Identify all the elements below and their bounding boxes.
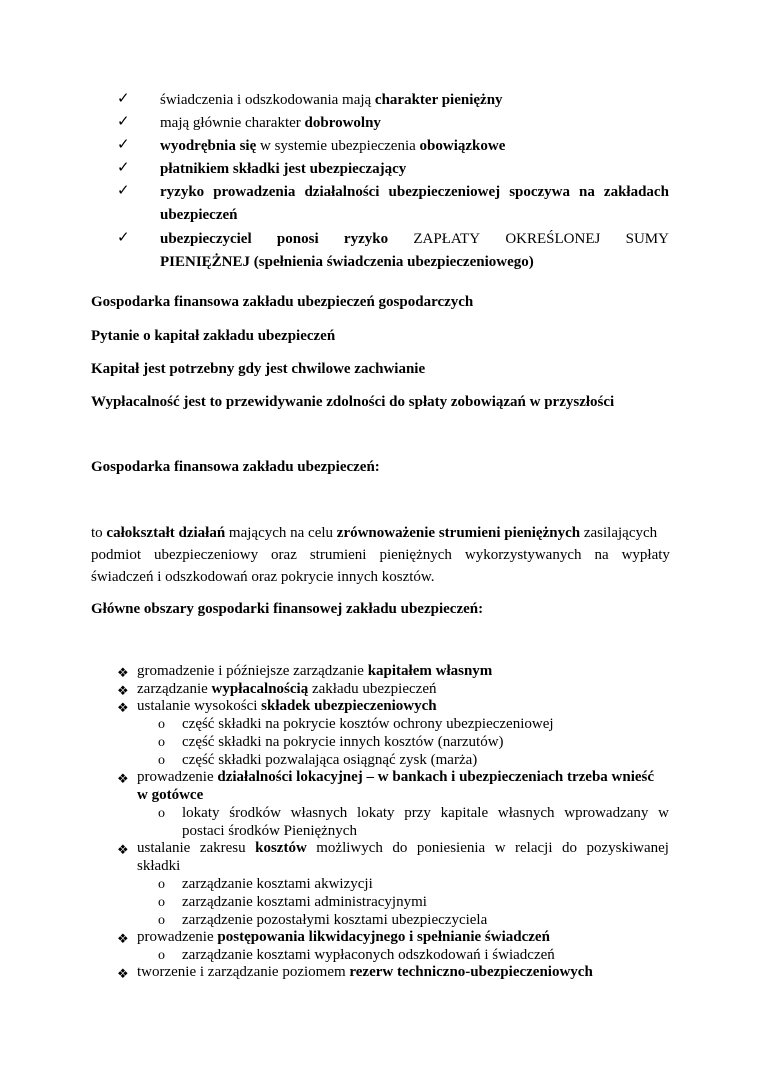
check-item-1: świadczenia i odszkodowania mają charakter pieniężny	[160, 92, 503, 108]
area-subitem-5: zarządzanie kosztami akwizycji	[182, 876, 373, 892]
check-icon: ✓	[117, 160, 130, 176]
check-icon: ✓	[117, 91, 130, 107]
check-icon: ✓	[117, 114, 130, 130]
check-item-2: mają głównie charakter dobrowolny	[160, 115, 381, 131]
diamond-bullet-icon: ❖	[117, 966, 129, 981]
heading-pytanie-kapital: Pytanie o kapitał zakładu ubezpieczeń	[91, 328, 336, 344]
area-item-2: zarządzanie wypłacalnością zakładu ubezpieczeń	[137, 681, 437, 697]
area-subitem-1: część składki na pokrycie kosztów ochrony ubezpieczeniowej	[182, 716, 554, 732]
heading-glowne-obszary: Główne obszary gospodarki finansowej zakładu ubezpieczeń:	[91, 601, 484, 617]
check-item-6-line-2: PIENIĘŻNEJ (spełnienia świadczenia ubezpieczeniowego)	[160, 254, 534, 270]
area-subitem-3: część składki pozwalająca osiągnąć zysk (marża)	[182, 752, 478, 768]
area-subitem-4-line-2: postaci środków Pieniężnych	[182, 823, 357, 839]
circle-bullet-icon: o	[158, 735, 165, 750]
area-item-3: ustalanie wysokości składek ubezpieczeniowych	[137, 698, 437, 714]
area-item-5-line-1: ustalanie zakresu kosztów możliwych do poniesienia w relacji do pozyskiwanej	[137, 840, 669, 856]
area-item-4-line-2: w gotówce	[137, 787, 204, 803]
area-item-1: gromadzenie i późniejsze zarządzanie kapitałem własnym	[137, 663, 493, 679]
circle-bullet-icon: o	[158, 948, 165, 963]
heading-wyplacalnosc: Wypłacalność jest to przewidywanie zdolności do spłaty zobowiązań w przyszłości	[91, 394, 615, 410]
paragraph-line-1: to całokształt działań mających na celu zrównoważenie strumieni pieniężnych zasilających	[91, 525, 658, 541]
check-item-4: płatnikiem składki jest ubezpieczający	[160, 161, 407, 177]
diamond-bullet-icon: ❖	[117, 842, 129, 857]
heading-kapital-potrzebny: Kapitał jest potrzebny gdy jest chwilowe zachwianie	[91, 361, 426, 377]
area-item-5-line-2: składki	[137, 858, 181, 874]
diamond-bullet-icon: ❖	[117, 700, 129, 715]
area-subitem-6: zarządzanie kosztami administracyjnymi	[182, 894, 427, 910]
check-icon: ✓	[117, 183, 130, 199]
heading-gospodarka-gospodarczych: Gospodarka finansowa zakładu ubezpieczeń gospodarczych	[91, 294, 474, 310]
diamond-bullet-icon: ❖	[117, 931, 129, 946]
circle-bullet-icon: o	[158, 717, 165, 732]
check-icon: ✓	[117, 230, 130, 246]
check-item-6-line-1: ubezpieczyciel ponosi ryzyko ZAPŁATY OKREŚLONEJ SUMY	[160, 231, 669, 247]
check-item-5-line-2: ubezpieczeń	[160, 207, 238, 223]
circle-bullet-icon: o	[158, 913, 165, 928]
paragraph-line-3: świadczeń i odszkodowań oraz pokrycie innych kosztów.	[91, 569, 435, 585]
circle-bullet-icon: o	[158, 877, 165, 892]
heading-gospodarka-finansowa: Gospodarka finansowa zakładu ubezpieczeń:	[91, 459, 380, 475]
area-item-7: tworzenie i zarządzanie poziomem rezerw techniczno-ubezpieczeniowych	[137, 964, 593, 980]
area-subitem-8: zarządzanie kosztami wypłaconych odszkodowań i świadczeń	[182, 947, 555, 963]
area-subitem-2: część składki na pokrycie innych kosztów (narzutów)	[182, 734, 504, 750]
diamond-bullet-icon: ❖	[117, 771, 129, 786]
check-icon: ✓	[117, 137, 130, 153]
circle-bullet-icon: o	[158, 753, 165, 768]
circle-bullet-icon: o	[158, 806, 165, 821]
check-item-5-line-1: ryzyko prowadzenia działalności ubezpieczeniowej spoczywa na zakładach	[160, 184, 669, 200]
area-item-4-line-1: prowadzenie działalności lokacyjnej – w bankach i ubezpieczeniach trzeba wnieść	[137, 769, 655, 785]
area-subitem-4-line-1: lokaty środków własnych lokaty przy kapitale własnych wprowadzany w	[182, 805, 669, 821]
paragraph-line-2: podmiot ubezpieczeniowy oraz strumieni pieniężnych wykorzystywanych na wypłaty	[91, 547, 670, 563]
area-item-6: prowadzenie postępowania likwidacyjnego i spełnianie świadczeń	[137, 929, 550, 945]
circle-bullet-icon: o	[158, 895, 165, 910]
diamond-bullet-icon: ❖	[117, 683, 129, 698]
check-item-3: wyodrębnia się w systemie ubezpieczenia obowiązkowe	[160, 138, 506, 154]
area-subitem-7: zarządzenie pozostałymi kosztami ubezpieczyciela	[182, 912, 488, 928]
diamond-bullet-icon: ❖	[117, 665, 129, 680]
